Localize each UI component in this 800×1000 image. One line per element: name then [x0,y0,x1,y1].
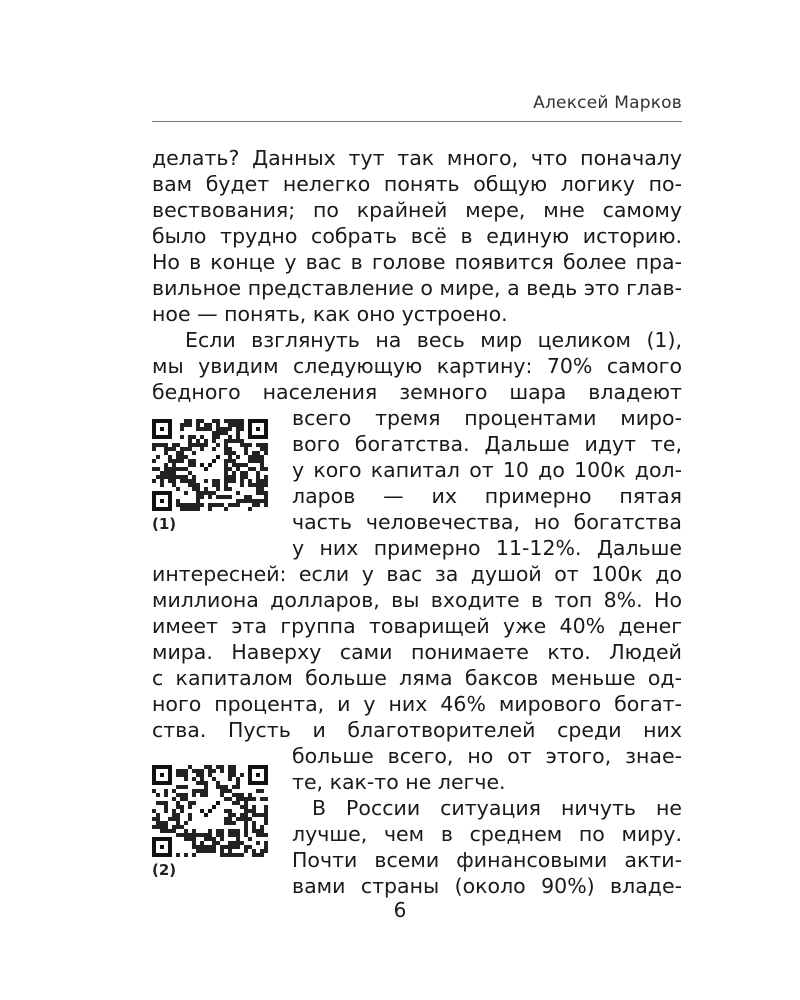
running-header-author: Алексей Марков [533,93,682,113]
text-line: с капиталом больше ляма баксов меньше од- [152,666,682,690]
text-line: делать? Данных тут так много, что поначалу [152,146,682,170]
text-line: Если взглянуть на весь мир целиком (1), [185,328,682,352]
text-line: мы увидим следующую картину: 70% самого [152,354,682,378]
text-line: ного процента, и у них 46% мирового богат- [152,692,682,716]
header-rule [152,121,682,122]
text-line: миллиона долларов, вы входите в топ 8%. Но [152,588,682,612]
text-line: вам будет нелегко понять общую логику по- [152,172,682,196]
text-line: мира. Наверху сами понимаете кто. Людей [152,640,682,664]
text-line: интересней: если у вас за душой от 100к до [152,562,682,586]
text-line: вильное представление о мире, а ведь это глав- [152,276,682,300]
qr-code-2-label: (2) [152,861,177,879]
text-line: вествования; по крайней мере, мне самому [152,198,682,222]
text-line: вого богатства. Дальше идут те, [292,432,682,456]
text-line: лучше, чем в среднем по миру. [292,822,682,846]
text-line: вами страны (около 90%) владе- [292,874,682,898]
text-line: у кого капитал от 10 до 100к дол- [292,458,682,482]
text-line: у них примерно 11-12%. Дальше [292,536,682,560]
text-line: ларов — их примерно пятая [292,484,682,508]
text-line: бедного населения земного шара владеют [152,380,682,404]
qr-code-1-label: (1) [152,515,177,533]
text-line: Почти всеми финансовыми акти- [292,848,682,872]
qr-code-2[interactable] [152,765,268,857]
text-line: Но в конце у вас в голове появится более пра- [152,250,682,274]
text-line: те, как-то не легче. [292,770,506,794]
text-line: ное — понять, как оно устроено. [152,302,508,326]
qr-code-1[interactable] [152,419,268,511]
text-line: ства. Пусть и благотворителей среди них [152,718,682,742]
text-line: всего тремя процентами миро- [292,406,682,430]
page-number: 6 [393,898,407,922]
text-line: часть человечества, но богатства [292,510,682,534]
text-line: было трудно собрать всё в единую историю. [152,224,682,248]
text-line: имеет эта группа товарищей уже 40% денег [152,614,682,638]
text-line: В России ситуация ничуть не [312,796,682,820]
text-line: больше всего, но от этого, знае- [292,744,682,768]
